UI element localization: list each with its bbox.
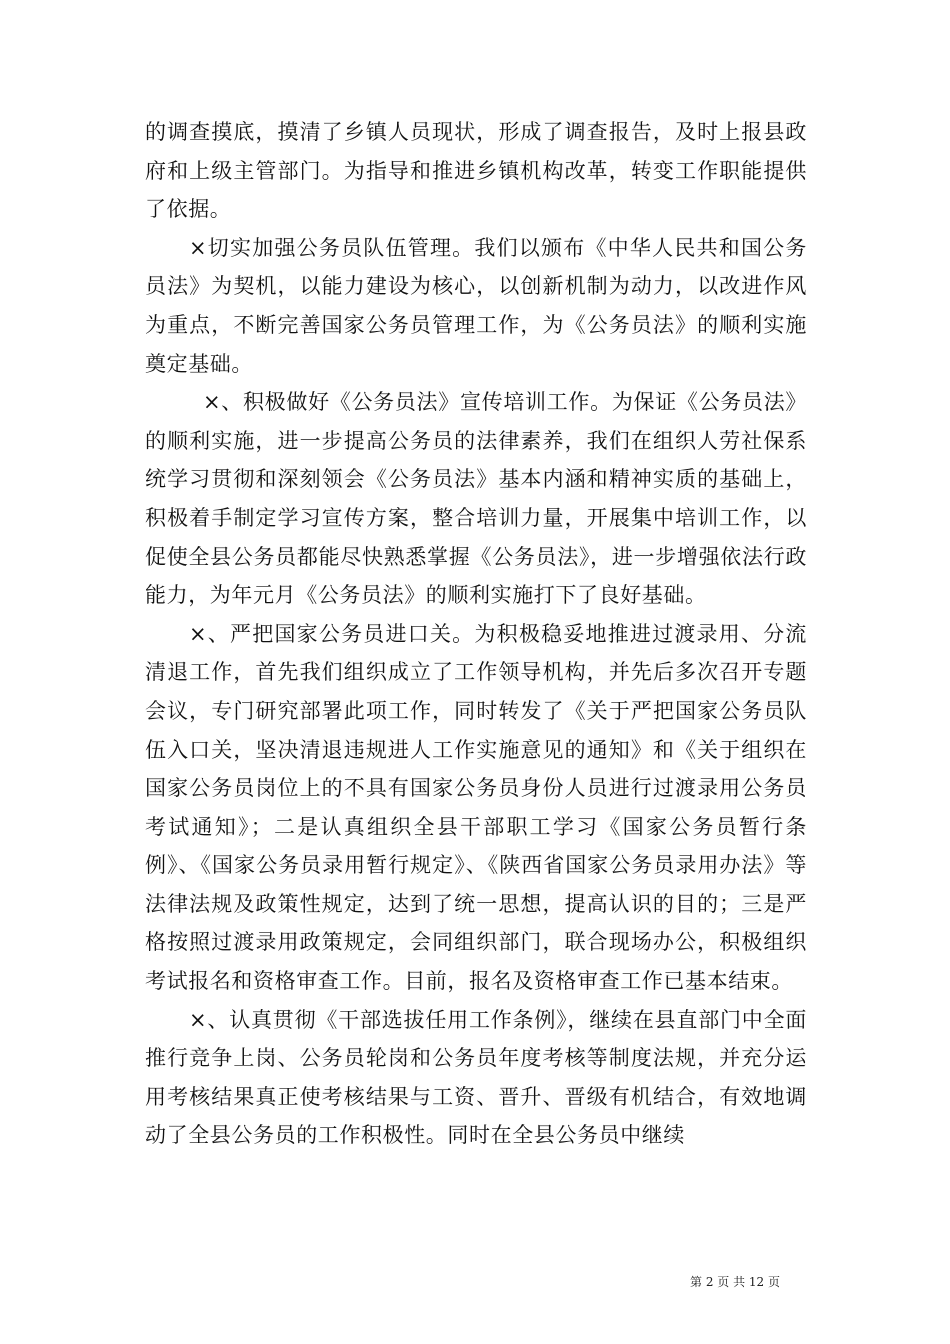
paragraph-entry-control: ×、严把国家公务员进口关。为积极稳妥地推进过渡录用、分流清退工作，首先我们组织成立了工作领导机构，并先后多次召开专题会议，专门研究部署此项工作，同时转发了《关于严把国家公务员队伍入口关，坚决清退违规进人工作实施意见的通知》和《关于组织在国家公务员岗位上的不具有国家公务员身份人员进行过渡录用公务员考试通知》；二是认真组织全县干部职工学习《国家公务员暂行条例》、《国家公务员录用暂行规定》、《陕西省国家公务员录用办法》等法律法规及政策性规定，达到了统一思想，提高认识的目的；三是严格按照过渡录用政策规定，会同组织部门，联合现场办公，积极组织考试报名和资格审查工作。目前，报名及资格审查工作已基本结束。: [145, 621, 807, 994]
document-body: [145, 113, 807, 1155]
paragraph-civil-servant-management: ×切实加强公务员队伍管理。我们以颁布《中华人民共和国公务员法》为契机，以能力建设为核心，以创新机制为动力，以改进作风为重点，不断完善国家公务员管理工作，为《公务员法》的顺利实施奠定基础。: [145, 235, 807, 376]
page-number-footer: 第 2 页 共 12 页: [690, 1275, 780, 1289]
paragraph-law-training: ×、积极做好《公务员法》宣传培训工作。为保证《公务员法》的顺利实施，进一步提高公务员的法律素养，我们在组织人劳社保系统学习贯彻和深刻领会《公务员法》基本内涵和精神实质的基础上，积极着手制定学习宣传方案，整合培训力量，开展集中培训工作，以促使全县公务员都能尽快熟悉掌握《公务员法》，进一步增强依法行政能力，为年元月《公务员法》的顺利实施打下了良好基础。: [145, 390, 807, 608]
paragraph-continuation: 的调查摸底，摸清了乡镇人员现状，形成了调查报告，及时上报县政府和上级主管部门。为指导和推进乡镇机构改革，转变工作职能提供了依据。: [145, 120, 807, 222]
paragraph-cadre-selection: ×、认真贯彻《干部选拔任用工作条例》，继续在县直部门中全面推行竞争上岗、公务员轮岗和公务员年度考核等制度法规，并充分运用考核结果真正使考核结果与工资、晋升、晋级有机结合，有效地调动了全县公务员的工作积极性。同时在全县公务员中继续: [145, 1007, 807, 1148]
